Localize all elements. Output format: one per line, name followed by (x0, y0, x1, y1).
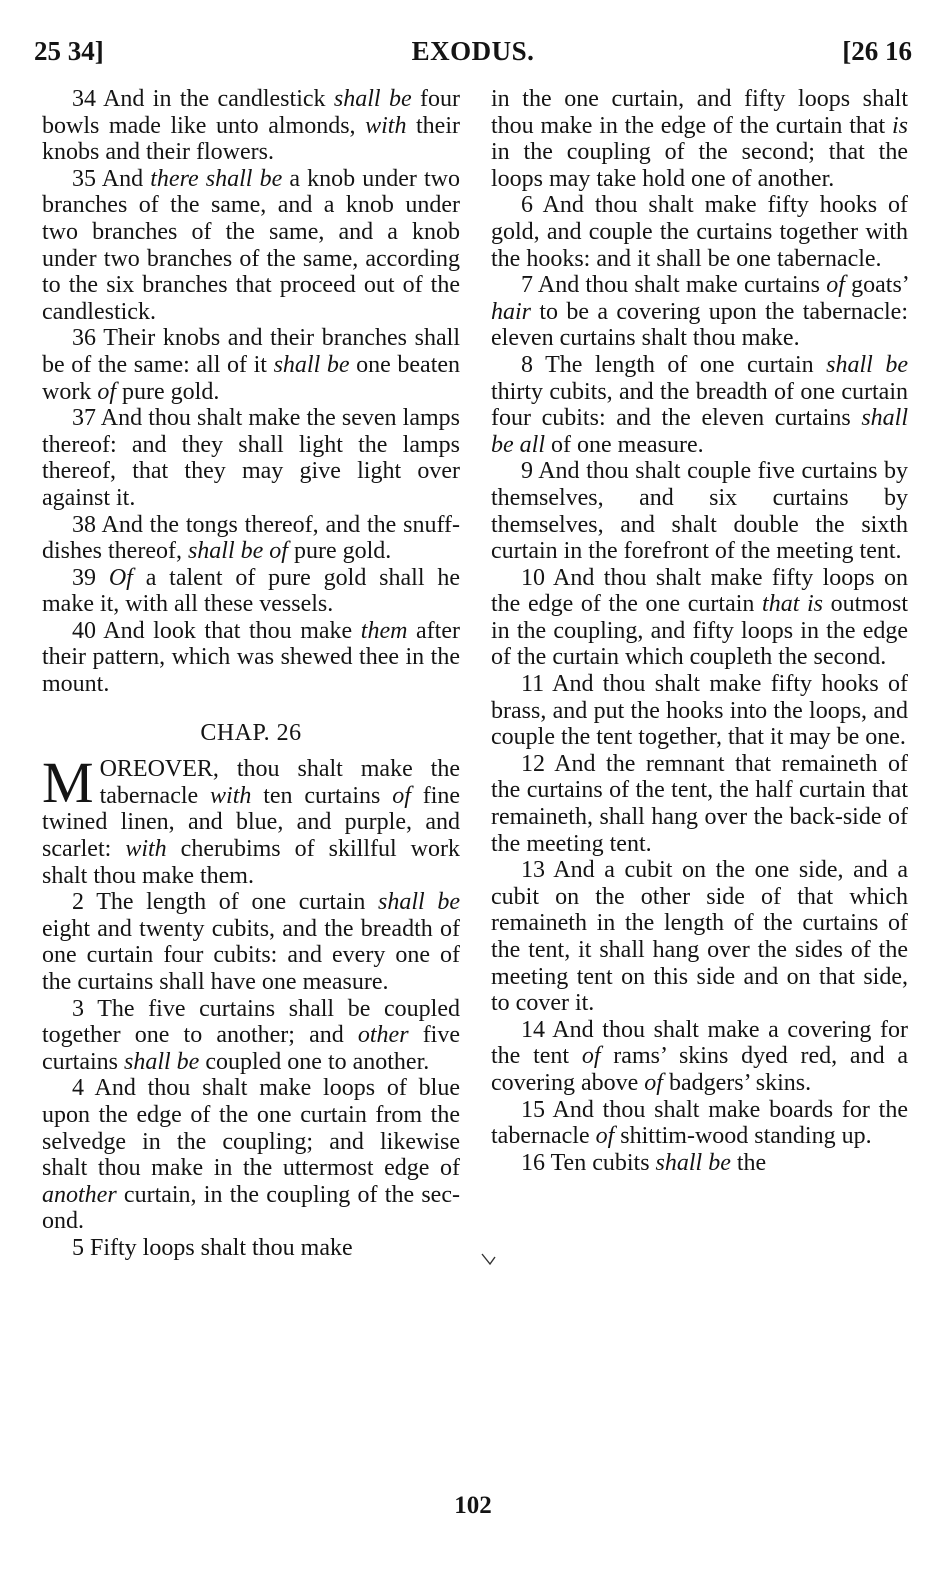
verse: 5 Fifty loops shalt thou make (72, 1234, 353, 1261)
opening-text: OREOVER, thou shalt make the tabernacle with ten curtains of fine twined linen, and blue, and purple, and scarlet: with cherubims of skillful work shalt thou make them. (42, 756, 461, 889)
verses-before-chapter (42, 86, 460, 698)
verse: 39 Of a talent of pure gold shall he make it, with all these vessels. (42, 564, 460, 618)
verse: 2 The length of one curtain shall be eight and twenty cubits, and the breadth of one curtain four cubits: and every one of the curtains shall have one measure. (42, 889, 460, 995)
book-title: EXODUS. (411, 36, 535, 66)
verse: 15 And thou shalt make boards for the tabernacle of shittim-wood standing up. (491, 1096, 908, 1150)
verse: 12 And the remnant that remaineth of the curtains of the tent, the half curtain that remaineth, shall hang over the back-side of the meeting tent. (491, 750, 908, 857)
verse: 35 And there shall be a knob under two branches of the same, and a knob under two branches of the same, and a knob under two branches of the same, according to the six branches that proceed out of the candlestick. (42, 165, 460, 325)
chapter-heading: CHAP. 26 (200, 719, 302, 746)
page-number: 102 (454, 1492, 492, 1519)
header-start-reference: 25 34] (34, 36, 104, 66)
verse: 7 And thou shalt make curtains of goats’ hair to be a covering upon the tabernacle: eleven curtains shalt thou make. (491, 272, 909, 352)
verse: 38 And the tongs thereof, and the snuff-dishes thereof, shall be of pure gold. (42, 511, 460, 565)
running-header (34, 36, 912, 76)
verse: 6 And thou shalt make fifty hooks of gold, and couple the curtains together with the hooks: and it shall be one tabernacle. (491, 192, 908, 272)
verse: 11 And thou shalt make fifty hooks of brass, and put the hooks into the loops, and couple the tent together, that it may be one. (491, 671, 908, 751)
drop-cap: M (42, 750, 94, 816)
verse: 13 And a cubit on the one side, and a cubit on the other side of that which remaineth in the length of the curtains of the tent, it shall hang over the sides of the meeting tent on this side and on that side, to cover it. (491, 857, 908, 1017)
right-column (491, 86, 908, 1176)
margin-check-mark (481, 1253, 497, 1271)
verse: 36 Their knobs and their branches shall be of the same: all of it shall be one beaten work of pure gold. (42, 325, 461, 405)
header-end-reference: [26 16 (842, 36, 912, 66)
verse: 4 And thou shalt make loops of blue upon the edge of the one curtain from the selvedge in the coupling; and likewise shalt thou make in the uttermost edge of another curtain, in the coupling of the second. (42, 1075, 460, 1235)
verse: 3 The five curtains shall be coupled together one to another; and other five curtains shall be coupled one to another. (42, 995, 461, 1075)
verse: 34 And in the candlestick shall be four bowls made like unto almonds, with their knobs and their flowers. (42, 86, 460, 166)
verse-continuation: in the one curtain, and fifty loops shalt thou make in the edge of the curtain that is in the coupling of the second; that the loops may take hold one of another. (491, 86, 908, 192)
verse-last-line: 16 Ten cubits shall be the (521, 1149, 767, 1176)
left-column (42, 86, 460, 1262)
verse: 10 And thou shalt make fifty loops on the edge of the one curtain that is outmost in the coupling, and fifty loops in the edge of the curtain which coupleth the second. (491, 564, 908, 671)
verse: 9 And thou shalt couple five curtains by themselves, and six curtains by themselves, and shalt double the sixth curtain in the forefront of the meeting tent. (491, 458, 908, 565)
verse: 14 And thou shalt make a covering for the tent of rams’ skins dyed red, and a covering above of badgers’ skins. (491, 1016, 908, 1096)
verse: 37 And thou shalt make the seven lamps thereof: and they shall light the lamps thereof, that they may give light over against it. (42, 405, 460, 511)
chapter-opening-verse (42, 750, 461, 889)
verse: 40 And look that thou make them after their pattern, which was shewed thee in the mount. (42, 617, 460, 698)
verse: 8 The length of one curtain shall be thirty cubits, and the breadth of one curtain four cubits: and the eleven curtains shall be all of one measure. (491, 351, 909, 458)
verses-after-chapter (42, 889, 460, 1261)
